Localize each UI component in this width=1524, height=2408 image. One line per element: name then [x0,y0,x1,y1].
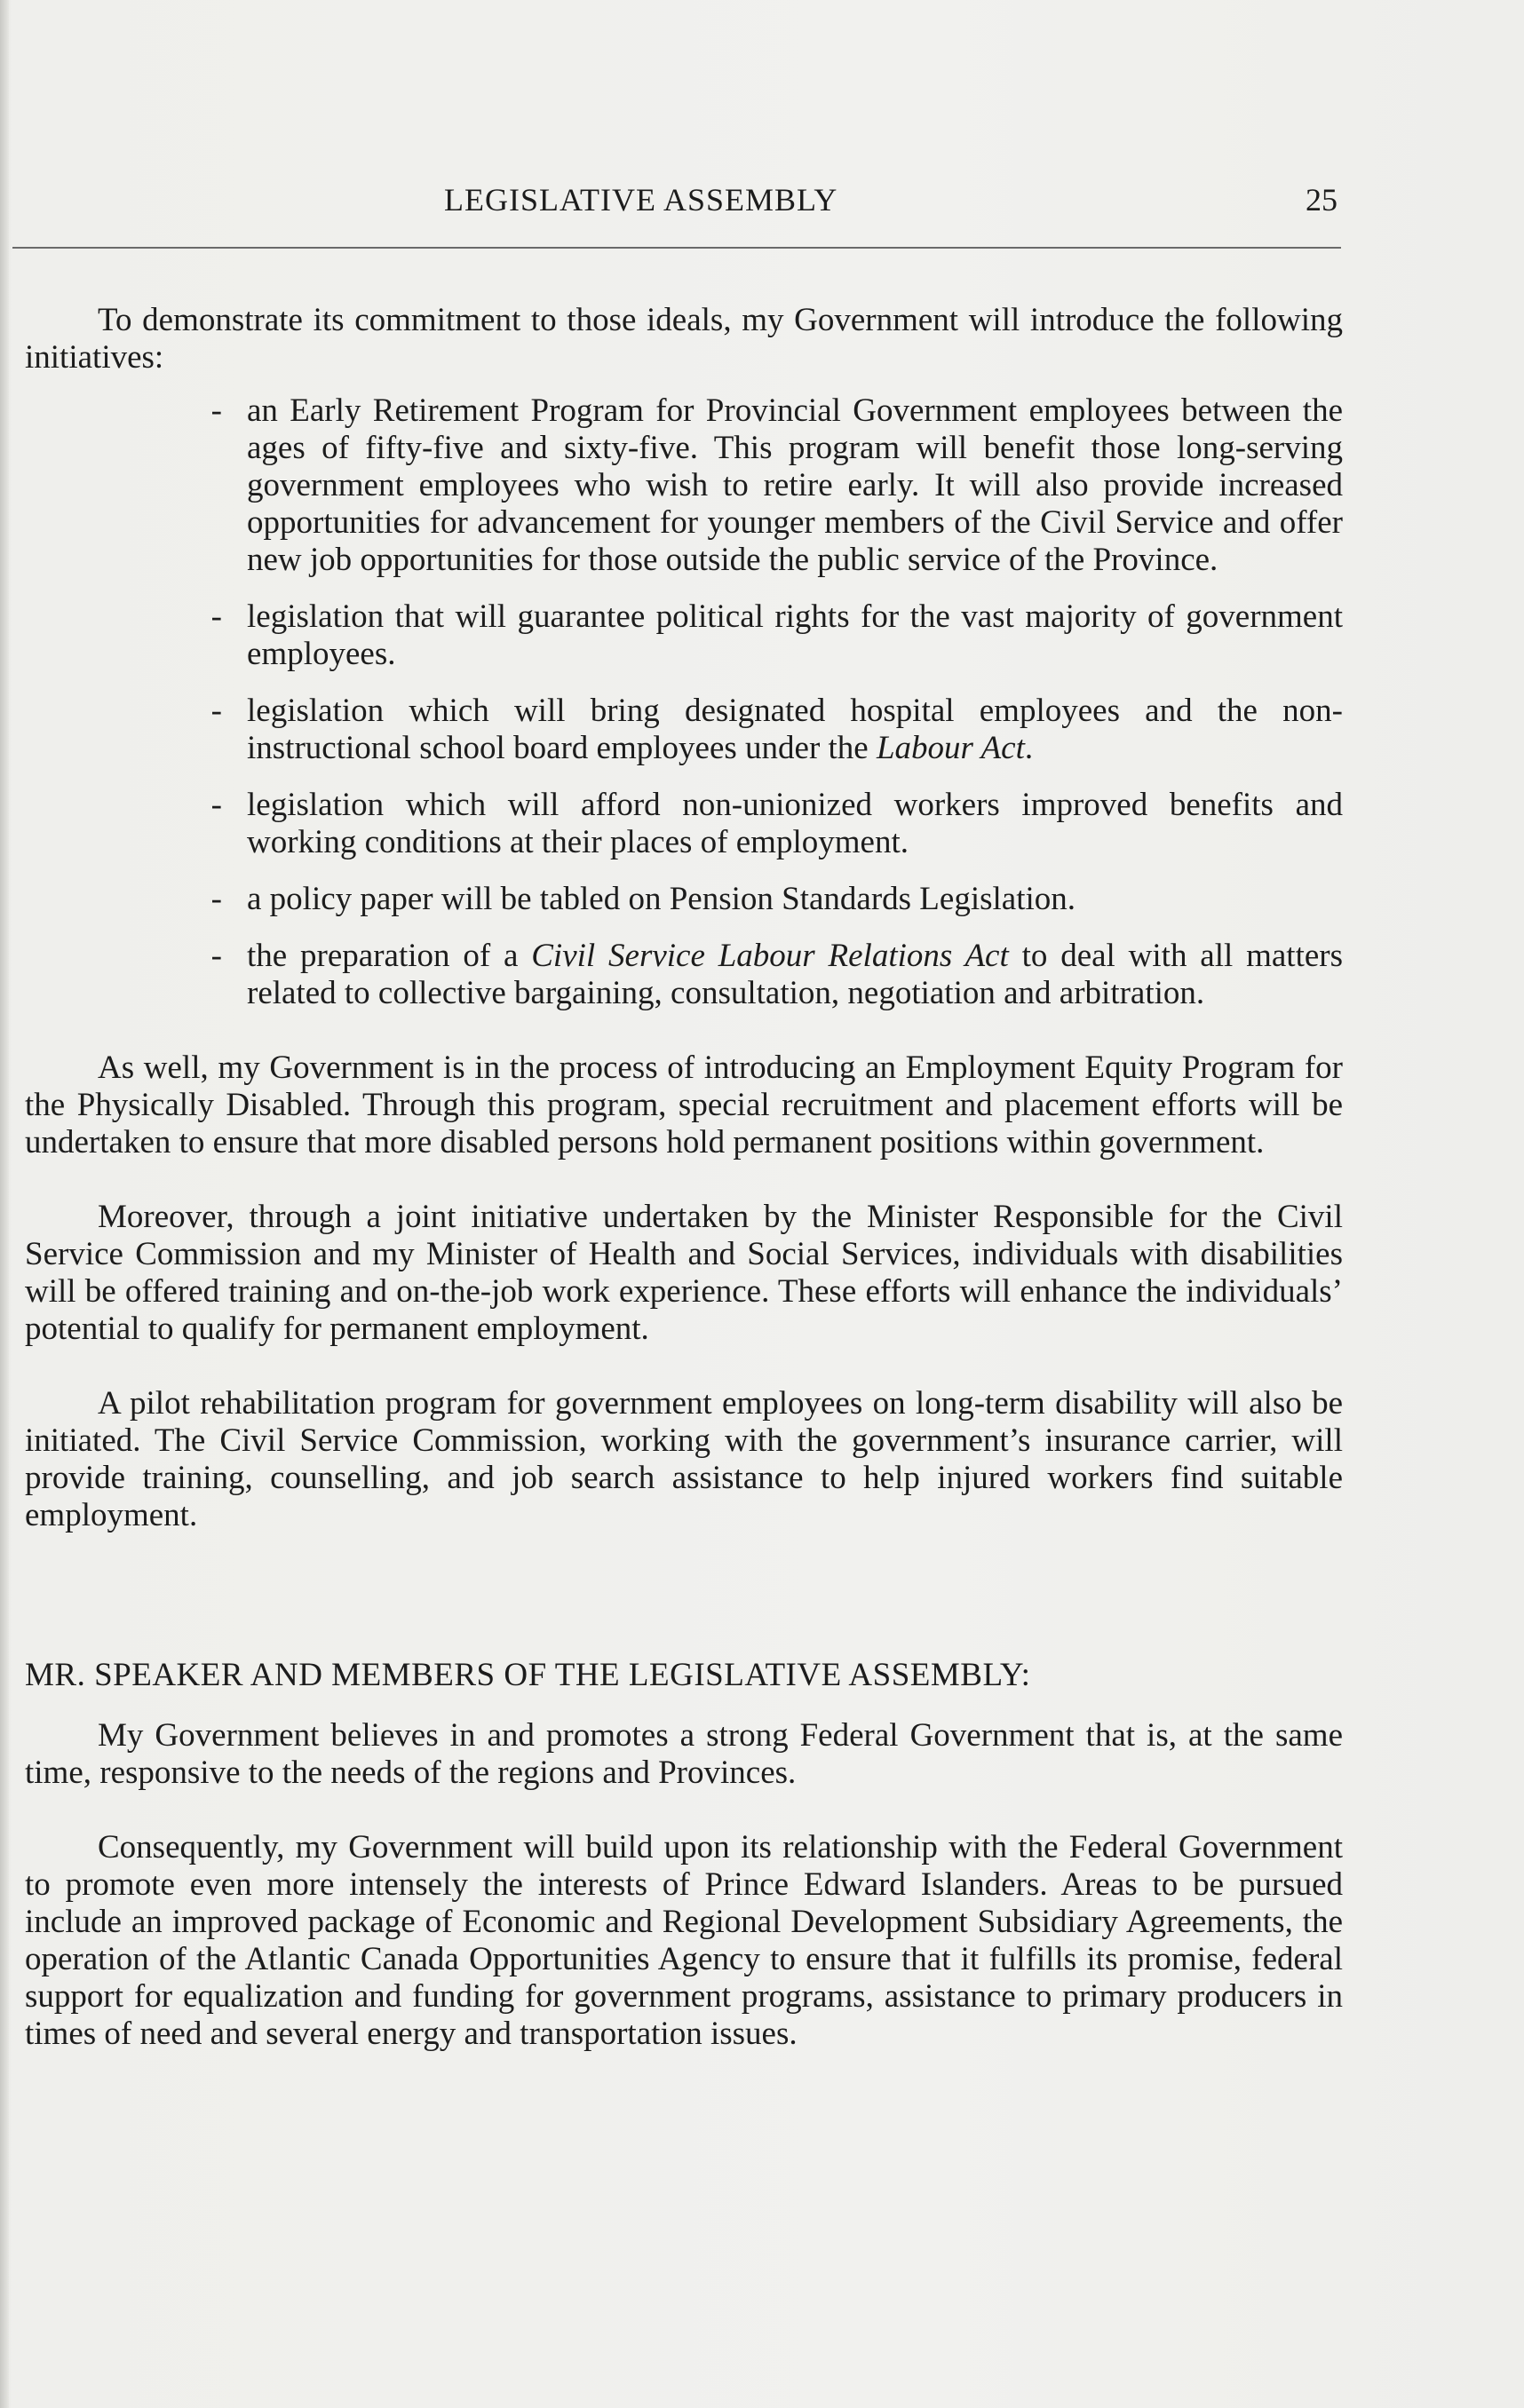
intro-paragraph: To demonstrate its commitment to those ideals, my Government will introduce the following initiatives: [25,302,1343,376]
rehabilitation-paragraph: A pilot rehabilitation program for government employees on long-term disability will also be initiated. The Civil Service Commission, working with the government’s insurance carrier, will provide training, counselling, and job search assistance to help injured workers find suitable employment. [25,1385,1343,1533]
section-heading: MR. SPEAKER AND MEMBERS OF THE LEGISLATIVE ASSEMBLY: [25,1657,1031,1693]
list-item-text: legislation which will bring designated hospital employees and the non-instructional school board employees under the Labour Act. [247,693,1343,766]
list-item [25,693,1343,767]
running-header [12,174,1341,227]
list-dash: - [210,693,222,729]
list-item [25,598,1343,673]
header-rule [12,247,1341,249]
federal-relationship-paragraph: Consequently, my Government will build upon its relationship with the Federal Government to promote even more intensely the interests of Prince Edward Islanders. Areas to be pursued include an improved package of Economic and Regional Development Subsidiary Agreements, the operation of the Atlantic Canada Opportunities Agency to ensure that it fulfills its promise, federal support for equalization and funding for government programs, assistance to primary producers in times of need and several energy and transportation issues. [25,1829,1343,2052]
list-item [25,392,1343,579]
list-item [25,938,1343,1012]
list-item [25,787,1343,861]
list-item-text: legislation which will afford non-unionized workers improved benefits and working conditions at their places of employment. [247,787,1343,860]
document-body [25,302,1343,2090]
header-title: LEGISLATIVE ASSEMBLY [444,182,838,218]
list-dash: - [210,392,222,429]
list-item-text: a policy paper will be tabled on Pension Standards Legislation. [247,881,1076,917]
federal-government-paragraph: My Government believes in and promotes a strong Federal Government that is, at the same time, responsive to the needs of the regions and Provinces. [25,1717,1343,1791]
list-dash: - [210,598,222,635]
initiatives-list [25,392,1343,1012]
list-dash: - [210,938,222,974]
employment-equity-paragraph: As well, my Government is in the process of introducing an Employment Equity Program for the Physically Disabled. Through this program, special recruitment and placement efforts will be undertaken to ensure that more disabled persons hold permanent positions within government. [25,1050,1343,1160]
list-item-text: legislation that will guarantee political rights for the vast majority of government employees. [247,598,1343,672]
list-dash: - [210,787,222,823]
list-item-text: the preparation of a Civil Service Labour Relations Act to deal with all matters related to collective bargaining, consultation, negotiation and arbitration. [247,938,1343,1011]
list-item [25,881,1343,918]
joint-initiative-paragraph: Moreover, through a joint initiative undertaken by the Minister Responsible for the Civil Service Commission and my Minister of Health and Social Services, individuals with disabilities will be offered training and on-the-job work experience. These efforts will enhance the individuals’ potential to qualify for permanent employment. [25,1199,1343,1347]
list-dash: - [210,881,222,917]
list-item-text: an Early Retirement Program for Provincial Government employees between the ages of fifty-five and sixty-five. This program will benefit those long-serving government employees who wish to retire early. It will also provide increased opportunities for advancement for younger members of the Civil Service and offer new job opportunities for those outside the public service of the Province. [247,392,1343,578]
page-spine-shadow [0,0,9,2408]
page-number: 25 [1306,182,1337,218]
